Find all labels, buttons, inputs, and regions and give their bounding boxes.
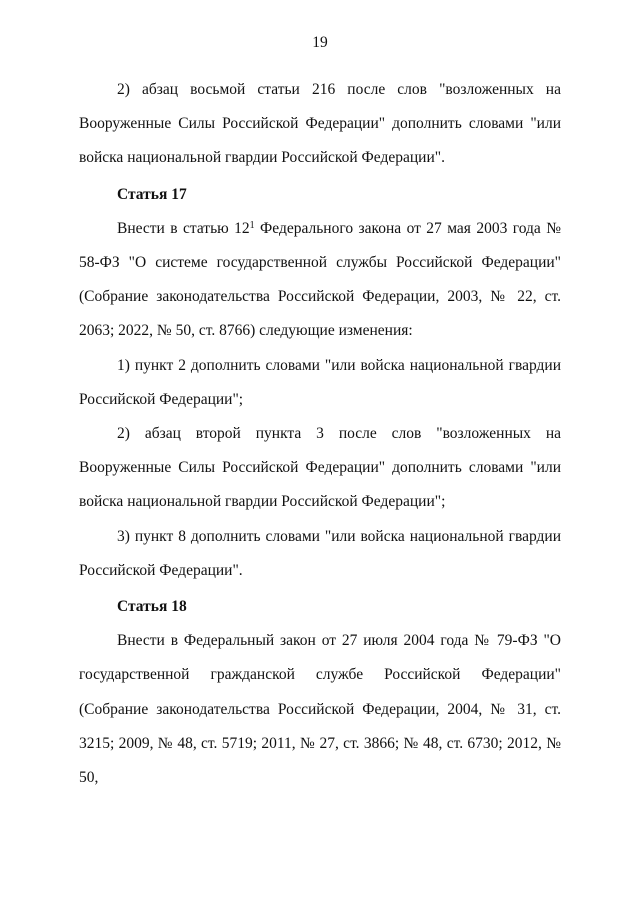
paragraph-item-2: 2) абзац второй пункта 3 после слов "возложенных на Вооруженные Силы Российской Федерации" дополнить словами "или войска национальной гвардии Российской Федерации"; bbox=[79, 425, 561, 511]
paragraph-article-18-intro: Внести в Федеральный закон от 27 июля 2004 года № 79-ФЗ "О государственной гражданской службе Российской Федерации" (Собрание законодательства Российской Федерации, 2004, № 31, ст. 3215; 2009, № 48, ст. 5719; 2011, № 27, ст. 3866; № 48, ст. 6730; 2012, № 50, bbox=[79, 632, 561, 787]
article-18-heading: Статья 18 bbox=[117, 598, 187, 616]
document-body bbox=[79, 73, 561, 795]
paragraph-amendment-216: 2) абзац восьмой статьи 216 после слов "возложенных на Вооруженные Силы Российской Федерации" дополнить словами "или войска национальной гвардии Российской Федерации". bbox=[79, 81, 561, 167]
paragraph-item-1: 1) пункт 2 дополнить словами "или войска национальной гвардии Российской Федерации"; bbox=[79, 356, 561, 408]
article-17-heading: Статья 17 bbox=[117, 185, 187, 203]
page-number: 19 bbox=[312, 34, 328, 51]
intro-text-rest: Федерального закона от 27 мая 2003 года № 58-ФЗ "О системе государственной службы Российской Федерации" (Собрание законодательства Российской Федерации, 2003, № 22, ст. 2063; 2022, № 50, ст. 8766) следующие изменения: bbox=[79, 219, 561, 340]
paragraph-item-3: 3) пункт 8 дополнить словами "или войска национальной гвардии Российской Федерации". bbox=[79, 527, 561, 579]
intro-text-start: Внести в статью 12 bbox=[117, 219, 250, 237]
paragraph-article-17-intro bbox=[79, 212, 561, 349]
superscript: 1 bbox=[249, 219, 255, 231]
